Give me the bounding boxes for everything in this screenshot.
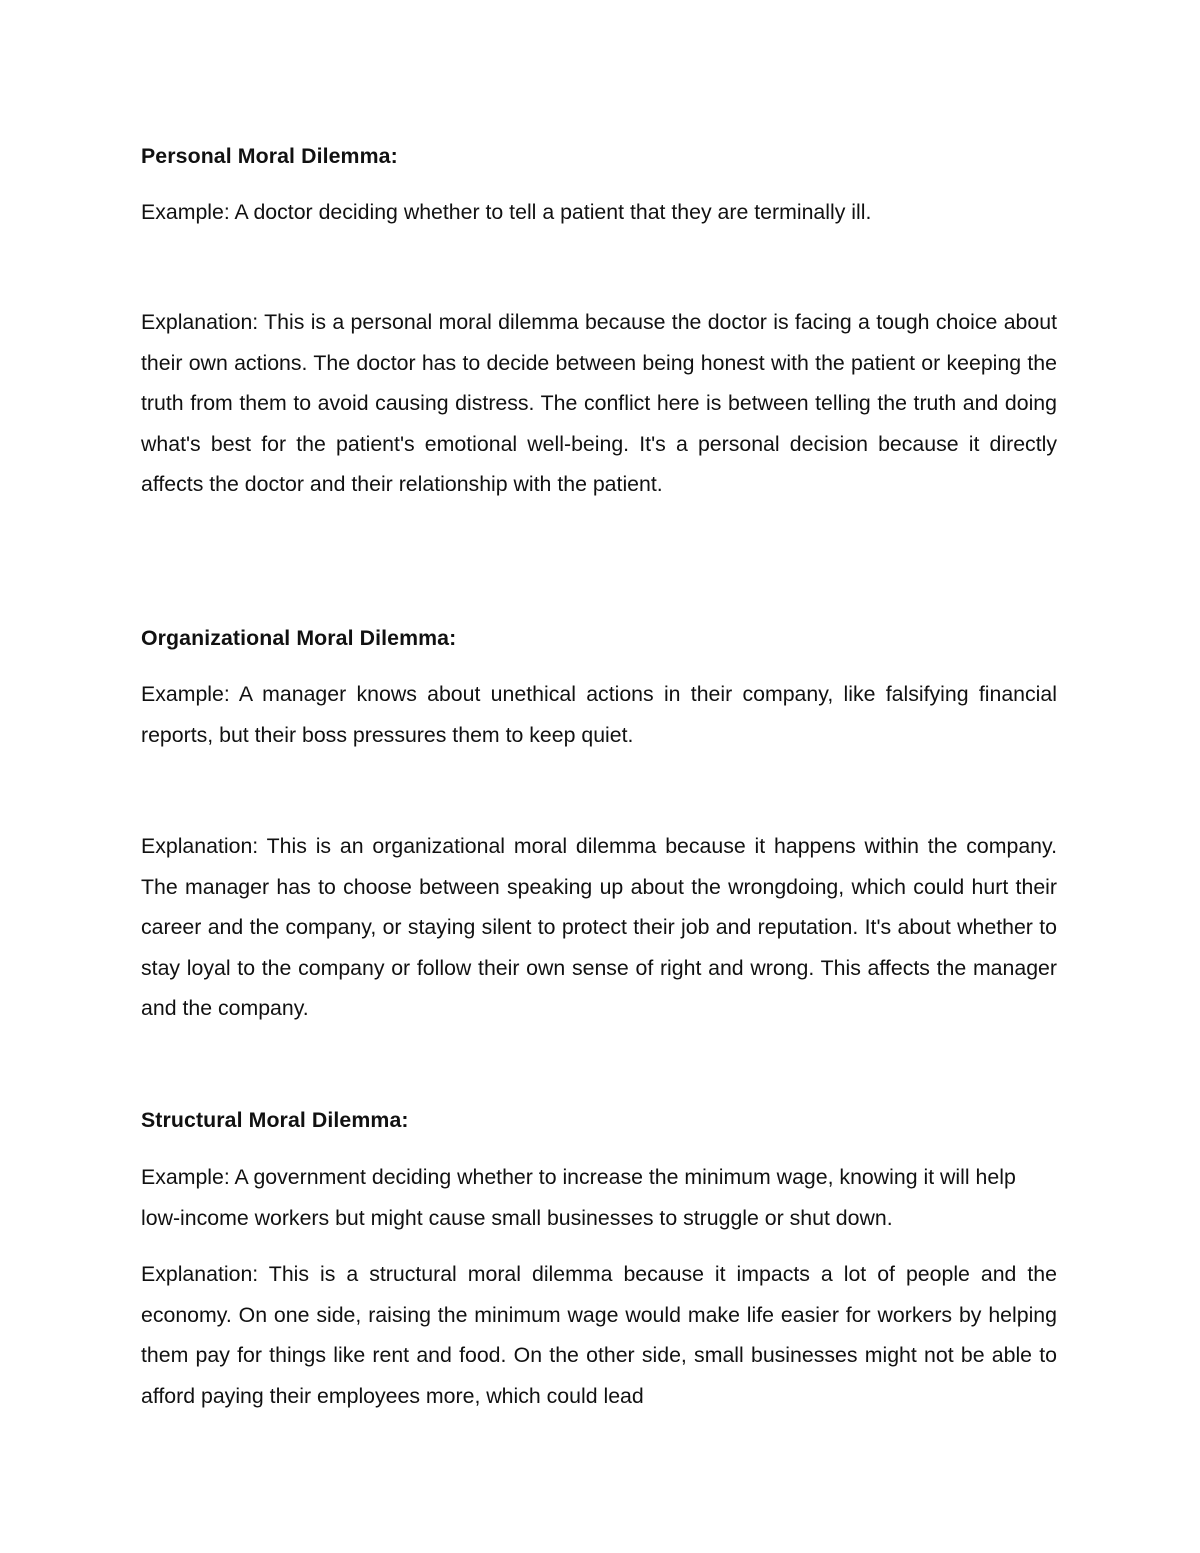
example-structural: Example: A government deciding whether to increase the minimum wage, knowing it will help low-income workers but might cause small businesses to struggle or shut down.	[141, 1165, 1016, 1230]
example-personal: Example: A doctor deciding whether to tell a patient that they are terminally ill.	[141, 200, 872, 224]
example-organizational: Example: A manager knows about unethical actions in their company, like falsifying financial reports, but their boss pressures them to keep quiet.	[141, 682, 1057, 747]
section-heading-structural: Structural Moral Dilemma:	[141, 1108, 409, 1132]
section-heading-personal: Personal Moral Dilemma:	[141, 144, 398, 168]
explanation-personal: Explanation: This is a personal moral dilemma because the doctor is facing a tough choice about their own actions. The doctor has to decide between being honest with the patient or keeping the truth from them to avoid causing distress. The conflict here is between telling the truth and doing what's best for the patient's emotional well-being. It's a personal decision because it directly affects the doctor and their relationship with the patient.	[141, 310, 1057, 497]
explanation-structural: Explanation: This is a structural moral dilemma because it impacts a lot of people and the economy. On one side, raising the minimum wage would make life easier for workers by helping them pay for things like rent and food. On the other side, small businesses might not be able to afford paying their employees more, which could lead	[141, 1262, 1057, 1408]
section-heading-organizational: Organizational Moral Dilemma:	[141, 626, 457, 650]
explanation-organizational: Explanation: This is an organizational moral dilemma because it happens within the company. The manager has to choose between speaking up about the wrongdoing, which could hurt their career and the company, or staying silent to protect their job and reputation. It's about whether to stay loyal to the company or follow their own sense of right and wrong. This affects the manager and the company.	[141, 834, 1057, 1021]
